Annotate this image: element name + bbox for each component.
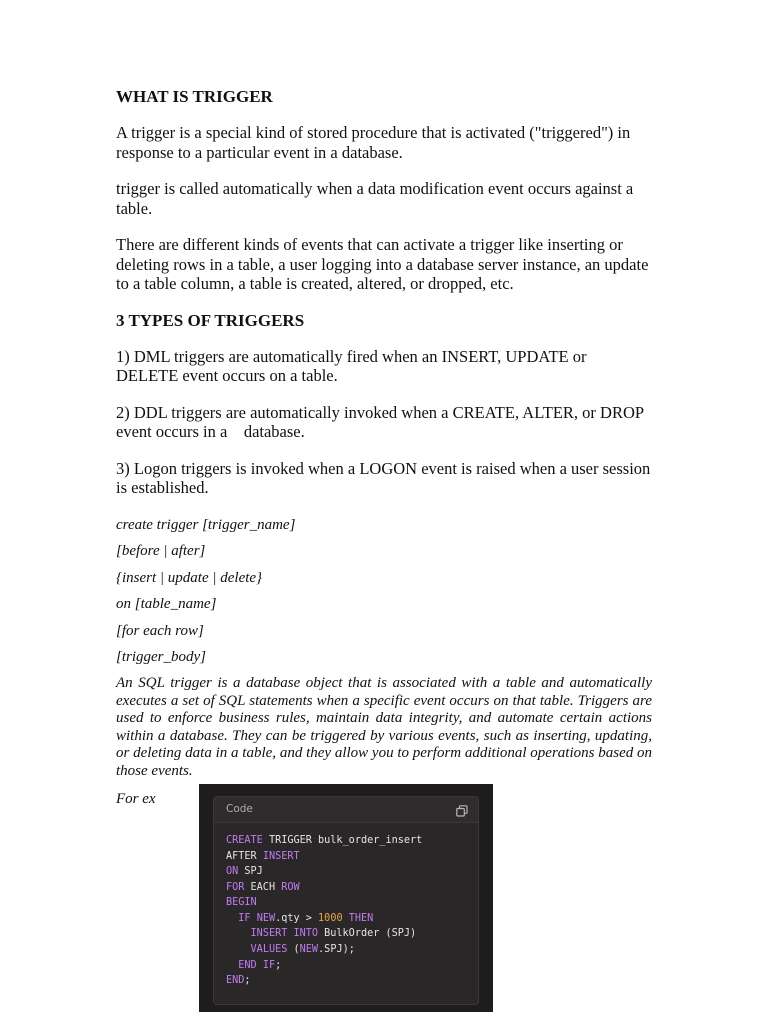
code-token: END [226, 975, 245, 987]
syntax-line: on [table_name] [116, 596, 217, 613]
code-token [226, 960, 238, 971]
code-token: IF [238, 912, 251, 924]
code-line [226, 973, 466, 989]
code-token: INSERT INTO [250, 928, 319, 940]
code-header [214, 797, 478, 823]
syntax-line: [trigger_body] [116, 649, 206, 666]
document-body [116, 87, 652, 1020]
code-token: FOR [226, 881, 245, 893]
code-token: VALUES [250, 944, 288, 956]
example-section [116, 790, 652, 1020]
code-card [213, 796, 479, 1005]
code-token: BulkOrder (SPJ) [318, 928, 417, 940]
code-token: ( [287, 944, 300, 956]
code-token: ; [275, 959, 282, 971]
code-token: .qty > [275, 912, 319, 924]
code-line [226, 833, 466, 849]
heading-what-is-trigger: WHAT IS TRIGGER [116, 87, 273, 106]
code-screenshot [199, 784, 493, 1012]
syntax-line: [for each row] [116, 622, 204, 639]
code-token: .SPJ); [318, 944, 355, 956]
paragraph-sql-trigger-explanation: An SQL trigger is a database object that is associated with a table and automatically executes a set of SQL statements when a specific event occurs on that table. Triggers are used to enforce business rules, maintain data integrity, and automate certain actions within a database. They can be triggered by various events, such as inserting, updating, or deleting data in a table, and they allow you to perform additional operations based on those events. [116, 675, 652, 779]
code-token: AFTER [226, 850, 263, 862]
syntax-line: [before | after] [116, 543, 206, 560]
code-token: BEGIN [226, 897, 257, 909]
code-token: END IF [238, 959, 276, 971]
paragraph-definition: A trigger is a special kind of stored procedure that is activated ("triggered") in response to a particular event in a database. [116, 123, 631, 162]
code-line [226, 895, 466, 911]
code-token: NEW [299, 944, 319, 956]
code-token: EACH [244, 881, 282, 893]
code-header-label: Code [226, 802, 253, 815]
code-token: THEN [348, 912, 374, 924]
code-token [226, 913, 238, 924]
code-token: SPJ [238, 866, 263, 878]
code-token: TRIGGER bulk_order_insert [262, 834, 423, 846]
code-token [226, 928, 251, 939]
code-token: NEW [256, 912, 276, 924]
paragraph-dml-triggers: 1) DML triggers are automatically fired when an INSERT, UPDATE or DELETE event occurs on a table. [116, 346, 587, 385]
syntax-block [116, 516, 652, 667]
code-line [226, 942, 466, 958]
code-line [226, 926, 466, 942]
code-token: ROW [281, 881, 300, 893]
copy-icon[interactable] [456, 804, 468, 816]
for-example-label: For ex [116, 790, 156, 807]
paragraph-logon-triggers: 3) Logon triggers is invoked when a LOGON event is raised when a user session is established. [116, 458, 651, 497]
code-line [226, 849, 466, 865]
code-line [226, 911, 466, 927]
code-line [226, 880, 466, 896]
code-token: INSERT [262, 850, 300, 862]
paragraph-event-kinds: There are different kinds of events that can activate a trigger like inserting or deleting rows in a table, a user logging into a database server instance, an update to a table column, a table is created, altered, or dropped, etc. [116, 235, 649, 293]
code-token [226, 944, 251, 955]
syntax-line: {insert | update | delete} [116, 569, 263, 586]
code-token: ; [244, 975, 251, 987]
code-token: ON [226, 866, 239, 878]
code-body [214, 823, 478, 989]
code-line [226, 864, 466, 880]
code-line [226, 958, 466, 974]
code-token: 1000 [318, 912, 343, 924]
heading-types-of-triggers: 3 TYPES OF TRIGGERS [116, 310, 305, 330]
paragraph-ddl-triggers: 2) DDL triggers are automatically invoked when a CREATE, ALTER, or DROP event occurs in a database. [116, 402, 648, 441]
paragraph-called-automatically: trigger is called automatically when a data modification event occurs against a table. [116, 179, 634, 218]
syntax-line: create trigger [trigger_name] [116, 516, 296, 533]
code-token: CREATE [226, 834, 263, 846]
